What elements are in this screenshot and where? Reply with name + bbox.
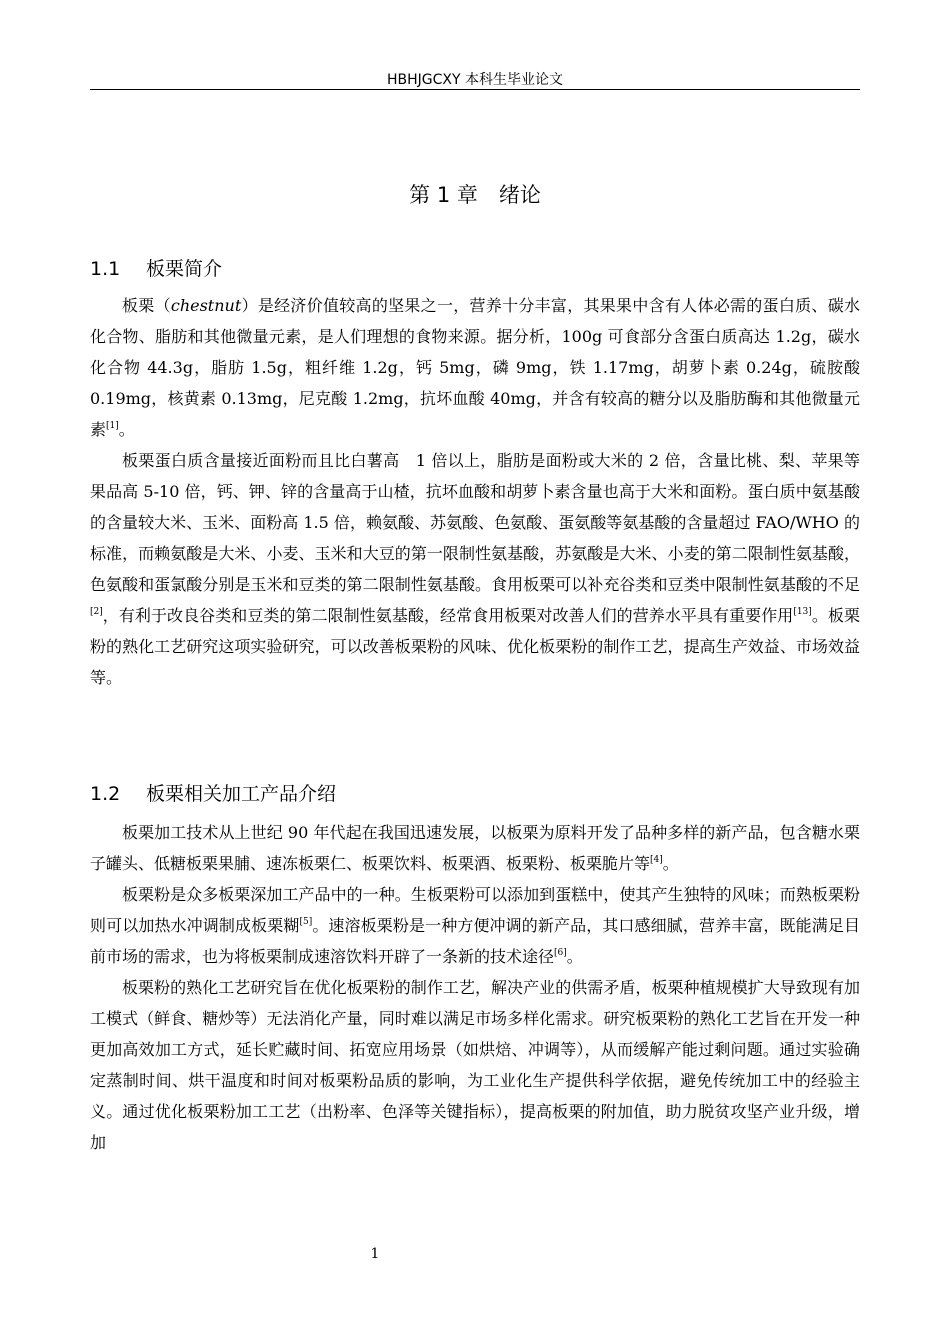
text-run: ，有利于改良谷类和豆类的第二限制性氨基酸，经常食用板栗对改善人们的营养水平具有重要作用 bbox=[102, 606, 794, 625]
section-number: 1.1 bbox=[90, 258, 121, 280]
paragraph: 板栗粉的熟化工艺研究旨在优化板栗粉的制作工艺，解决产业的供需矛盾，板栗种植规模扩大导致现有加工模式（鲜食、糖炒等）无法消化产量，同时难以满足市场多样化需求。研究板栗粉的熟化工艺旨在开发一种更加高效加工方式，延长贮藏时间、拓宽应用场景（如烘焙、冲调等），从而缓解产能过剩问题。通过实验确定蒸制时间、烘干温度和时间对板栗粉品质的影响，为工业化生产提供科学依据，避免传统加工中的经验主义。通过优化板栗粉加工工艺（出粉率、色泽等关键指标），提高板栗的附加值，助力脱贫攻坚产业升级，增加 bbox=[90, 978, 860, 1152]
text-run: 板栗蛋白质含量接近面粉而且比白薯高 1 倍以上，脂肪是面粉或大米的 2 倍，含量比桃、梨、苹果等果品高 5-10 倍，钙、钾、锌的含量高于山楂，抗坏血酸和胡萝卜素含量也高于大米和面粉。蛋白质中氨基酸的含量较大米、玉米、面粉高 1.5 倍，赖氨酸、苏氨酸、色氨酸、蛋氨酸等氨基酸的含量超过 FAO/WHO 的标准，而赖氨酸是大米、小麦、玉米和大豆的第一限制性氨基酸，苏氨酸是大米、小麦的第二限制性氨基酸，色氨酸和蛋氯酸分别是玉米和豆类的第二限制性氨基酸。食用板栗可以补充谷类和豆类中限制性氨基酸的不足 bbox=[90, 451, 860, 594]
citation-ref: [2] bbox=[90, 607, 103, 617]
text-run: 。 bbox=[662, 854, 679, 873]
citation-ref: [6] bbox=[554, 948, 567, 958]
text-run: 板栗加工技术从上世纪 90 年代起在我国迅速发展，以板栗为原料开发了品种多样的新产品，包含糖水栗子罐头、低糖板栗果脯、速冻板栗仁、板栗饮料、板栗酒、板栗粉、板栗脆片等 bbox=[90, 823, 860, 873]
text-run: 。板栗粉的熟化工艺研究这项实验研究，可以改善板栗粉的风味、优化板栗粉的制作工艺，提高生产效益、市场效益等。 bbox=[90, 606, 860, 687]
header-rule bbox=[90, 89, 860, 90]
paragraph bbox=[90, 290, 860, 445]
paragraph bbox=[90, 817, 860, 879]
citation-ref: [5] bbox=[299, 917, 313, 927]
text-run: ）是经济价值较高的坚果之一，营养十分丰富，其果果中含有人体必需的蛋白质、碳水化合物、脂肪和其他微量元素，是人们理想的食物来源。据分析，100g 可食部分含蛋白质高达 1.2g，碳水化合物 44.3g，脂肪 1.5g，粗纤维 1.2g，钙 5mg，磷 9mg，铁 1.17mg，胡萝卜素 0.24g，硫胺酸 0.19mg，核黄素 0.13mg，尼克酸 1.2mg，抗坏血酸 40mg，并含有较高的糖分以及脂肪酶和其他微量元素 bbox=[90, 296, 860, 439]
running-header: HBHJGCXY 本科生毕业论文 bbox=[386, 72, 563, 88]
section-heading-1-1 bbox=[90, 254, 860, 281]
text-run: 。 bbox=[566, 947, 583, 966]
text-run: 板栗（ bbox=[122, 296, 171, 315]
text-run: 。速溶板栗粉是一种方便冲调的新产品，其口感细腻，营养丰富，既能满足目前市场的需求，也为将板栗制成速溶饮料开辟了一条新的技术途径 bbox=[90, 916, 860, 966]
page-number: 1 bbox=[370, 1246, 380, 1262]
section-number: 1.2 bbox=[90, 783, 121, 805]
text-run: 板栗粉是众多板栗深加工产品中的一种。生板栗粉可以添加到蛋糕中，使其产生独特的风味；而熟板栗粉则可以加热水冲调制成板栗糊 bbox=[90, 885, 860, 935]
citation-ref: [4] bbox=[650, 855, 663, 865]
text-run: 。 bbox=[118, 420, 135, 439]
section-heading-1-2 bbox=[90, 779, 860, 806]
latin-term: chestnut bbox=[170, 296, 242, 315]
chapter-title: 第 1 章 绪论 bbox=[409, 183, 541, 207]
section-1-1-body bbox=[90, 290, 860, 693]
paragraph bbox=[90, 445, 860, 693]
section-title-text: 板栗相关加工产品介绍 bbox=[146, 783, 337, 805]
section-1-2-body bbox=[90, 817, 860, 1158]
citation-ref: [13] bbox=[793, 607, 812, 617]
section-title-text: 板栗简介 bbox=[146, 258, 223, 280]
paragraph bbox=[90, 879, 860, 972]
citation-ref: [1] bbox=[106, 421, 119, 431]
